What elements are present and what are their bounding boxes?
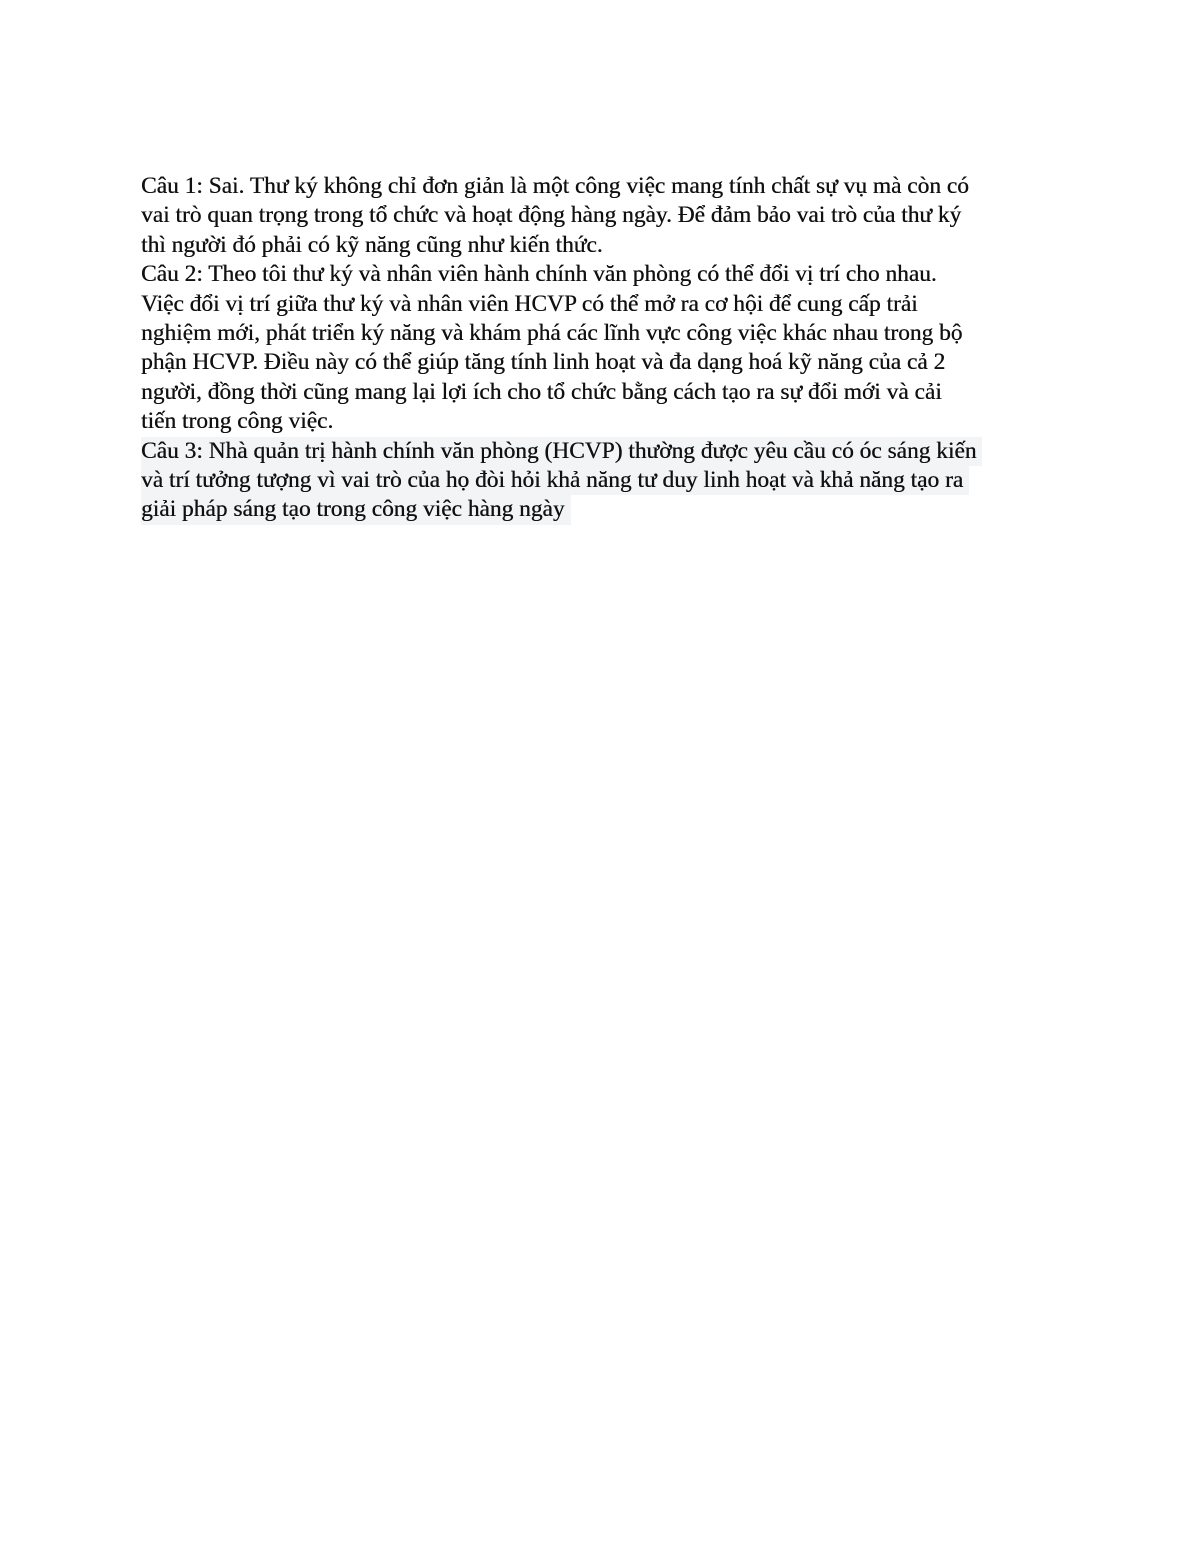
text-line: thì người đó phải có kỹ năng cũng như kiến thức. (141, 231, 603, 258)
text-line: tiến trong công việc. (141, 408, 334, 435)
text-line: Câu 3: Nhà quản trị hành chính văn phòng (HCVP) thường được yêu cầu có óc sáng kiến (141, 437, 982, 466)
text-line: giải pháp sáng tạo trong công việc hàng ngày (141, 495, 571, 524)
document-body (141, 172, 1061, 525)
answer-2-paragraph (141, 260, 1061, 436)
text-line: phận HCVP. Điều này có thể giúp tăng tính linh hoạt và đa dạng hoá kỹ năng của cả 2 (141, 349, 946, 376)
text-line: vai trò quan trọng trong tổ chức và hoạt động hàng ngày. Để đảm bảo vai trò của thư ký (141, 202, 962, 229)
answer-3-paragraph (141, 437, 1061, 525)
text-line: người, đồng thời cũng mang lại lợi ích cho tổ chức bằng cách tạo ra sự đổi mới và cải (141, 378, 942, 405)
text-line: Việc đổi vị trí giữa thư ký và nhân viên HCVP có thể mở ra cơ hội để cung cấp trải (141, 290, 918, 317)
text-line: nghiệm mới, phát triển ký năng và khám phá các lĩnh vực công việc khác nhau trong bộ (141, 320, 963, 347)
text-line: và trí tưởng tượng vì vai trò của họ đòi hỏi khả năng tư duy linh hoạt và khả năng tạo ra (141, 466, 969, 495)
answer-1-paragraph (141, 172, 1061, 260)
text-line: Câu 1: Sai. Thư ký không chỉ đơn giản là một công việc mang tính chất sự vụ mà còn có (141, 173, 969, 199)
text-line: Câu 2: Theo tôi thư ký và nhân viên hành chính văn phòng có thể đổi vị trí cho nhau. (141, 261, 937, 288)
